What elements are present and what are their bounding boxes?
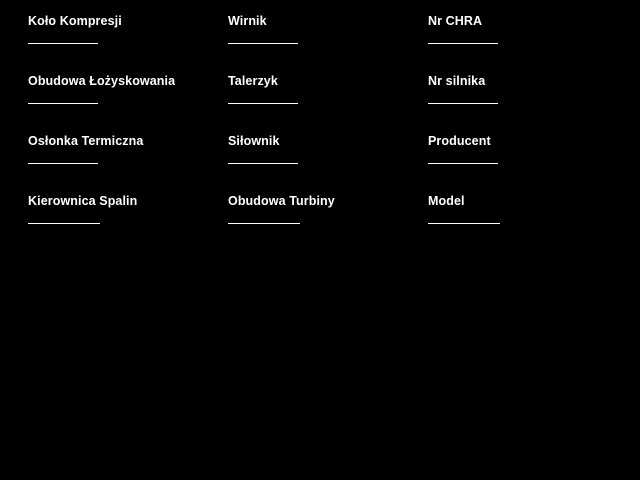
field-underline: [428, 43, 498, 44]
field-nr-chra[interactable]: [428, 14, 628, 74]
field-underline: [28, 43, 98, 44]
field-label: Koło Kompresji: [28, 14, 122, 28]
field-obudowa-turbiny[interactable]: [228, 194, 428, 254]
field-label: Kierownica Spalin: [28, 194, 138, 208]
field-underline: [428, 223, 500, 224]
field-producent[interactable]: [428, 134, 628, 194]
field-underline: [228, 43, 298, 44]
field-oslonka-termiczna[interactable]: [28, 134, 228, 194]
field-wirnik[interactable]: [228, 14, 428, 74]
field-underline: [28, 163, 98, 164]
field-label: Osłonka Termiczna: [28, 134, 144, 148]
field-underline: [228, 103, 298, 104]
field-underline: [228, 163, 298, 164]
field-label: Obudowa Łożyskowania: [28, 74, 176, 88]
field-silownik[interactable]: [228, 134, 428, 194]
field-underline: [28, 223, 100, 224]
field-label: Talerzyk: [228, 74, 278, 88]
field-underline: [28, 103, 98, 104]
field-underline: [428, 103, 498, 104]
field-underline: [428, 163, 498, 164]
field-label: Model: [428, 194, 465, 208]
field-nr-silnika[interactable]: [428, 74, 628, 134]
field-label: Producent: [428, 134, 491, 148]
field-kierownica-spalin[interactable]: [28, 194, 228, 254]
field-model[interactable]: [428, 194, 628, 254]
field-label: Obudowa Turbiny: [228, 194, 335, 208]
field-obudowa-lozyskowania[interactable]: [28, 74, 228, 134]
field-label: Wirnik: [228, 14, 267, 28]
field-label: Nr CHRA: [428, 14, 483, 28]
field-talerzyk[interactable]: [228, 74, 428, 134]
field-kolo-kompresji[interactable]: [28, 14, 228, 74]
field-label: Siłownik: [228, 134, 280, 148]
field-underline: [228, 223, 300, 224]
field-label: Nr silnika: [428, 74, 486, 88]
